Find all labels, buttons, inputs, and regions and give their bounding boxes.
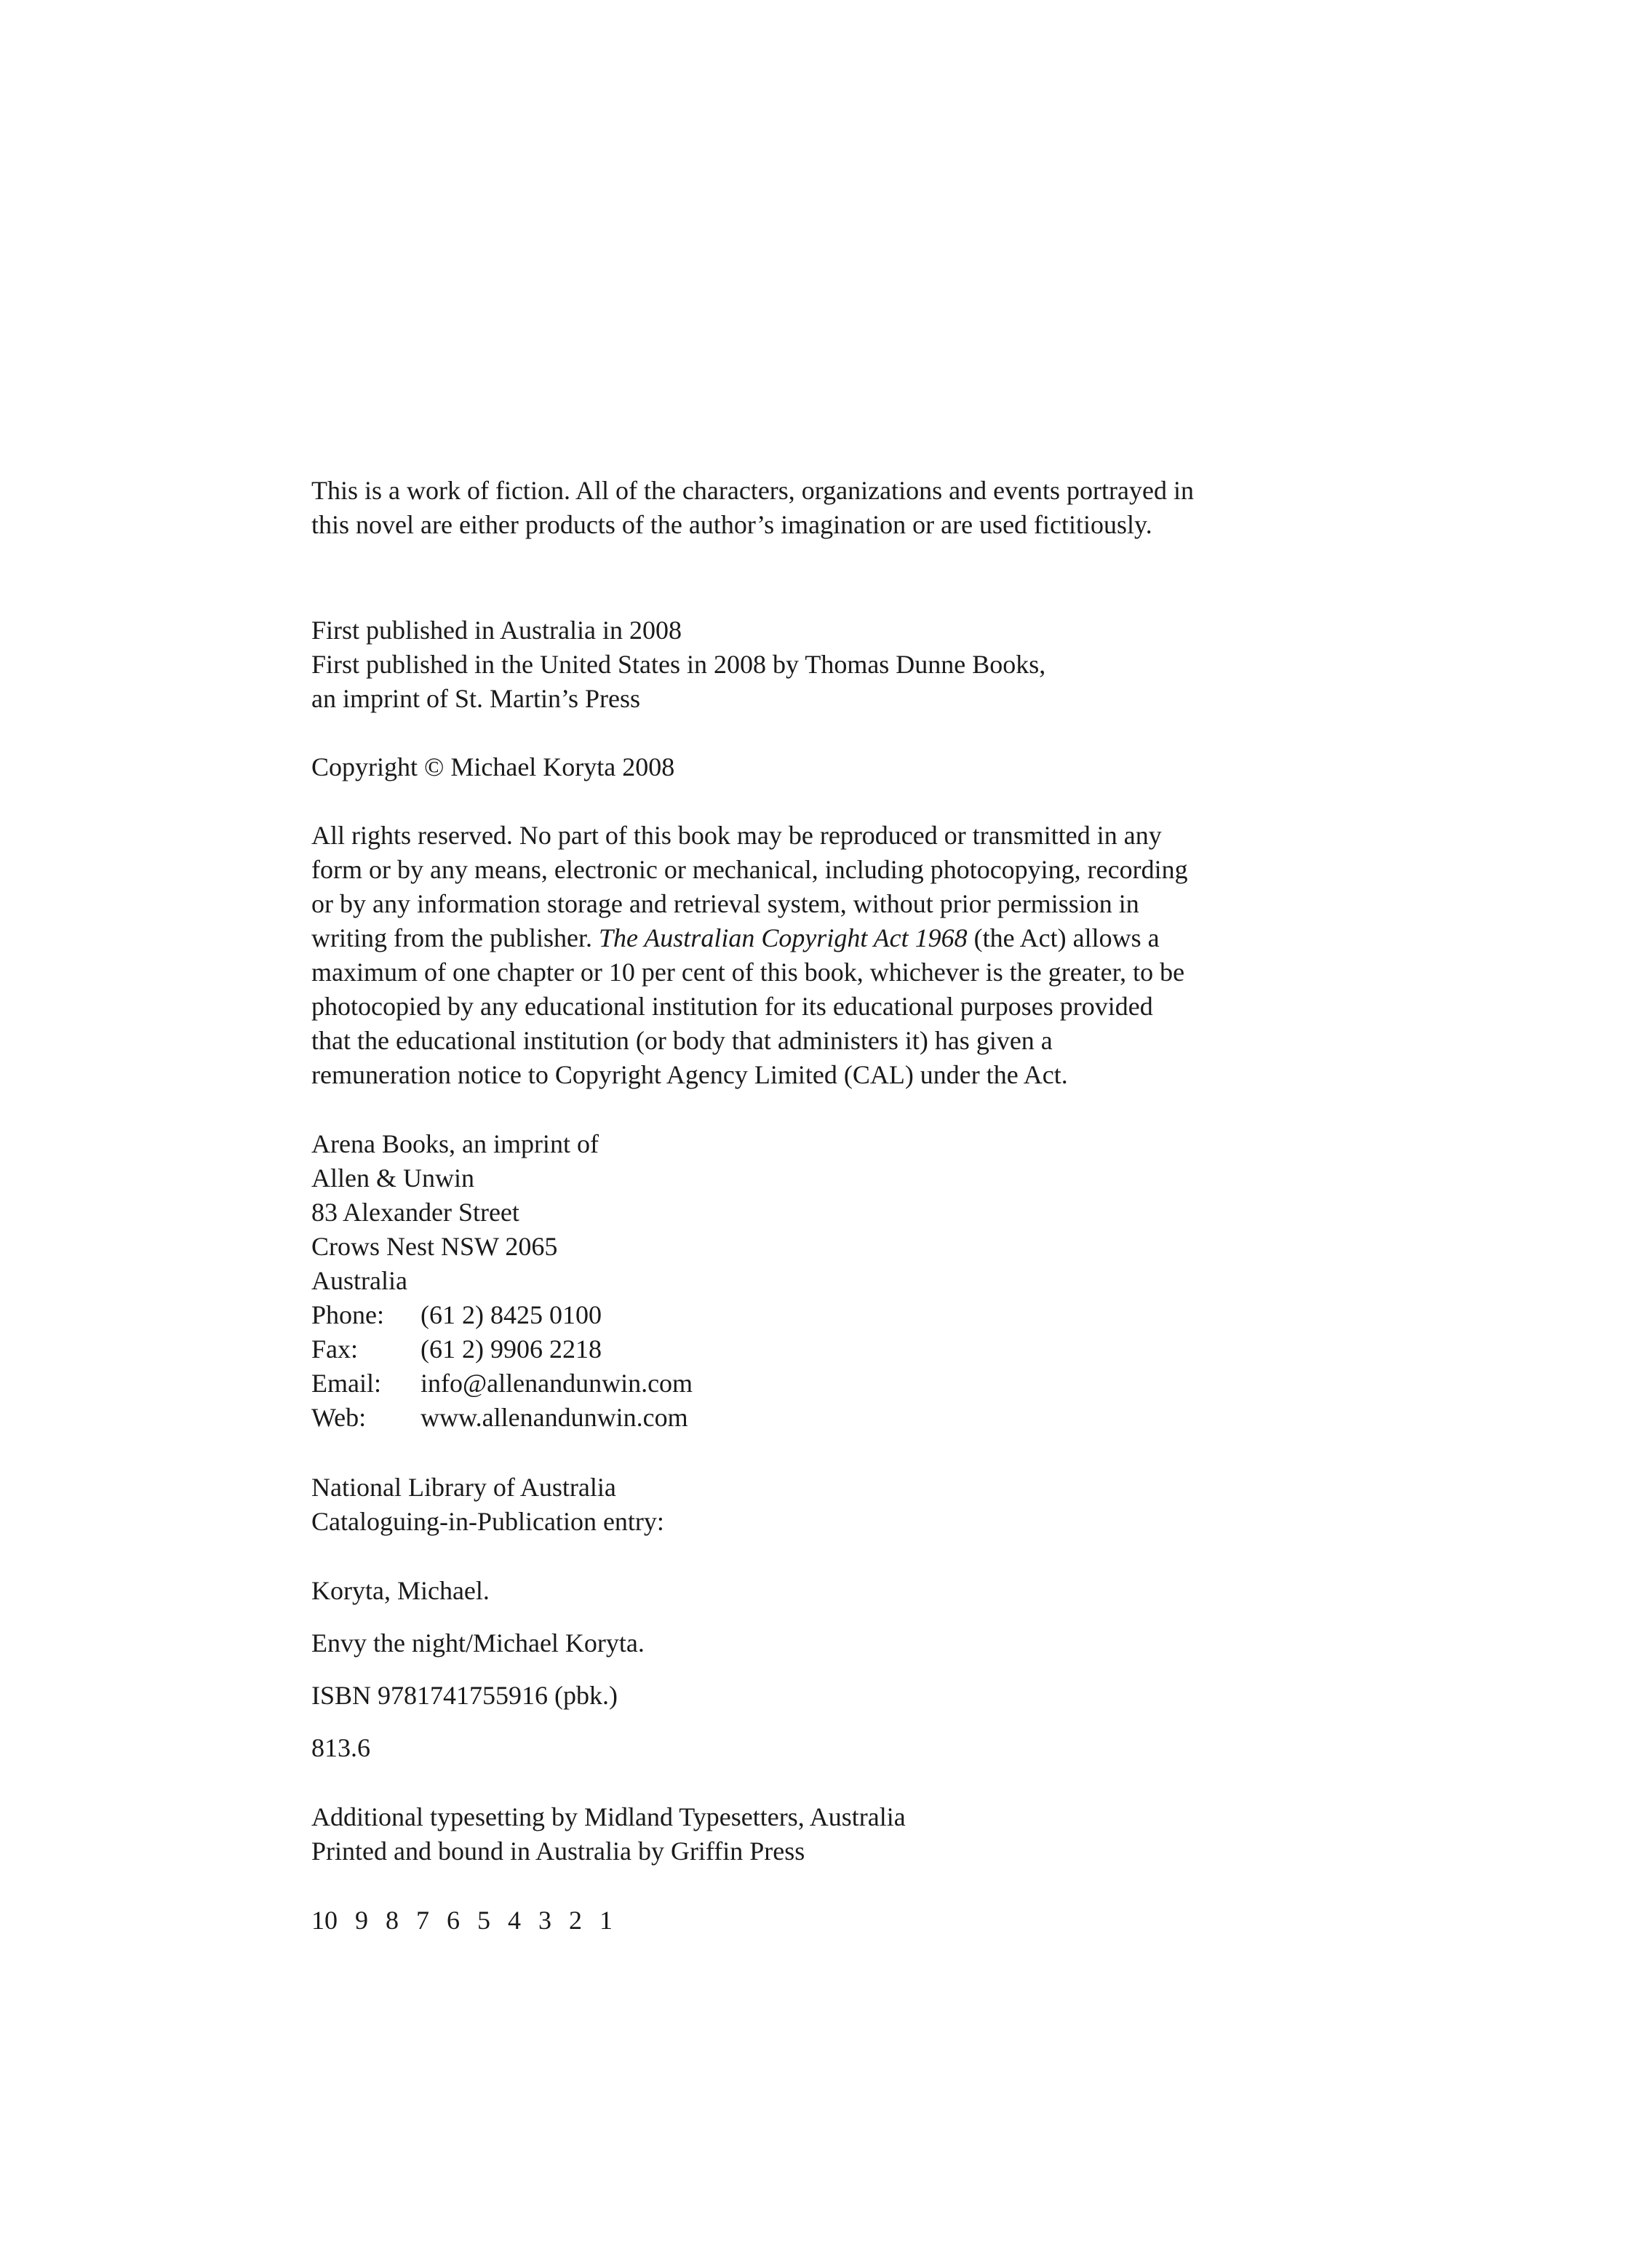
rights-line-4-tail: (the Act) allows a <box>967 923 1160 952</box>
rights-line-5: maximum of one chapter or 10 per cent of this book, whichever is the greater, to be <box>311 958 1185 987</box>
rights-line-1: All rights reserved. No part of this book may be reproduced or transmitted in any <box>311 821 1162 850</box>
contact-email-value: info@allenandunwin.com <box>421 1369 693 1398</box>
contact-fax <box>311 1333 602 1365</box>
rights-line-4-text: writing from the publisher. <box>311 923 599 952</box>
rights-line-4 <box>311 922 1160 954</box>
edition-number: 4 <box>508 1906 521 1935</box>
copyright-line: Copyright © Michael Koryta 2008 <box>311 752 675 781</box>
contact-phone-value: (61 2) 8425 0100 <box>421 1300 602 1329</box>
edition-number: 2 <box>569 1906 582 1935</box>
edition-numbers <box>311 1904 630 1936</box>
edition-number: 10 <box>311 1906 338 1935</box>
publisher-line-3: 83 Alexander Street <box>311 1198 519 1227</box>
contact-web-label: Web: <box>311 1403 367 1432</box>
edition-number: 7 <box>416 1906 429 1935</box>
fiction-notice-line-2: this novel are either products of the author’s imagination or are used fictitiously. <box>311 510 1152 539</box>
contact-email <box>311 1367 693 1399</box>
edition-number: 6 <box>447 1906 460 1935</box>
printing-line-1: Additional typesetting by Midland Typesetters, Australia <box>311 1802 906 1831</box>
edition-number: 9 <box>355 1906 368 1935</box>
publisher-line-2: Allen & Unwin <box>311 1163 474 1193</box>
copyright-act-title: The Australian Copyright Act 1968 <box>598 923 968 952</box>
printing-line-2: Printed and bound in Australia by Griffin Press <box>311 1837 805 1866</box>
edition-number: 3 <box>538 1906 551 1935</box>
edition-number: 8 <box>386 1906 399 1935</box>
edition-number: 1 <box>599 1906 613 1935</box>
catalogue-dewey: 813.6 <box>311 1733 370 1762</box>
publisher-line-5: Australia <box>311 1266 407 1295</box>
rights-line-7: that the educational institution (or body that administers it) has given a <box>311 1026 1053 1055</box>
publisher-line-4: Crows Nest NSW 2065 <box>311 1232 558 1261</box>
fiction-notice-line-1: This is a work of fiction. All of the characters, organizations and events portrayed in <box>311 476 1194 505</box>
contact-email-label: Email: <box>311 1369 381 1398</box>
contact-web <box>311 1401 688 1433</box>
publication-line-2: First published in the United States in 2008 by Thomas Dunne Books, <box>311 650 1046 679</box>
catalogue-title: Envy the night/Michael Koryta. <box>311 1628 645 1658</box>
edition-number: 5 <box>477 1906 490 1935</box>
catalogue-author: Koryta, Michael. <box>311 1576 490 1605</box>
publication-line-1: First published in Australia in 2008 <box>311 616 682 645</box>
contact-phone <box>311 1299 602 1331</box>
contact-fax-value: (61 2) 9906 2218 <box>421 1334 602 1364</box>
cataloguing-line-2: Cataloguing-in-Publication entry: <box>311 1507 664 1536</box>
cataloguing-line-1: National Library of Australia <box>311 1473 616 1502</box>
publisher-line-1: Arena Books, an imprint of <box>311 1129 599 1158</box>
catalogue-isbn: ISBN 9781741755916 (pbk.) <box>311 1681 618 1710</box>
rights-line-2: form or by any means, electronic or mechanical, including photocopying, recording <box>311 855 1188 884</box>
publication-line-3: an imprint of St. Martin’s Press <box>311 684 640 713</box>
contact-fax-label: Fax: <box>311 1334 359 1364</box>
rights-line-6: photocopied by any educational institution for its educational purposes provided <box>311 992 1153 1021</box>
contact-web-value: www.allenandunwin.com <box>421 1403 688 1432</box>
rights-line-3: or by any information storage and retrieval system, without prior permission in <box>311 889 1139 918</box>
contact-phone-label: Phone: <box>311 1300 385 1329</box>
rights-line-8: remuneration notice to Copyright Agency Limited (CAL) under the Act. <box>311 1060 1068 1089</box>
